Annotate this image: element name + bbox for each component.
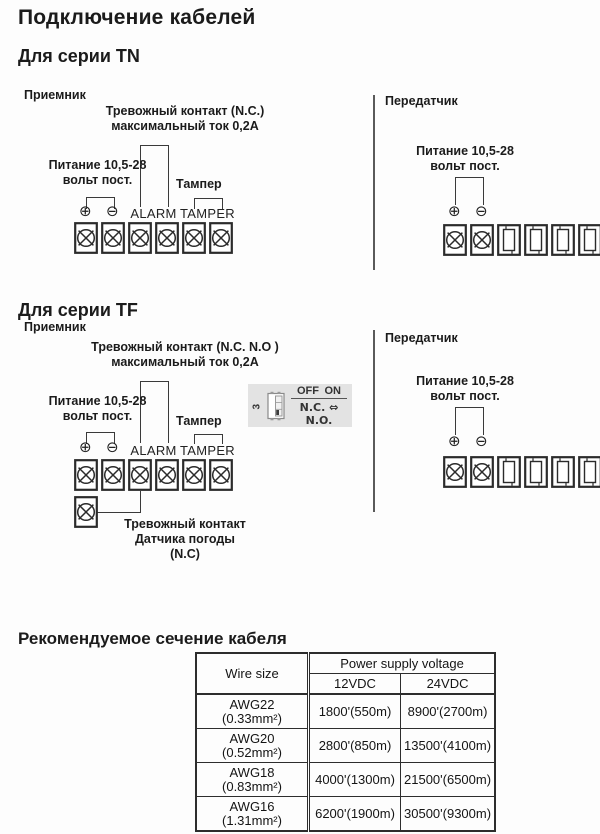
tn-transmitter-power-note bbox=[395, 144, 535, 174]
tn-section-divider-line bbox=[373, 95, 375, 270]
screw-terminal-icon bbox=[128, 222, 152, 254]
tf-alarm-terminal-label: ALARM bbox=[130, 443, 177, 458]
screw-terminal-icon bbox=[155, 222, 179, 254]
screw-terminal-icon bbox=[128, 459, 152, 491]
table-row bbox=[196, 694, 495, 729]
v12-header-cell: 12VDC bbox=[309, 674, 401, 695]
tf-weather-connector-line bbox=[97, 491, 141, 513]
wire-area: (1.31mm²) bbox=[222, 812, 282, 828]
screw-terminal-icon bbox=[470, 224, 494, 256]
dip-switch-legend bbox=[291, 385, 347, 427]
tf-transmitter-terminal-block bbox=[443, 456, 600, 488]
table-row bbox=[196, 797, 495, 832]
dip-ncno-label: N.C. ⇔ N.O. bbox=[299, 400, 339, 427]
dip-switch-icon bbox=[265, 391, 287, 421]
screw-terminal-icon bbox=[101, 459, 125, 491]
dip-legend-divider-line bbox=[291, 398, 347, 399]
empty-terminal-icon bbox=[524, 224, 548, 256]
table-header-row-1 bbox=[196, 653, 495, 674]
wire-gauge: AWG22 bbox=[229, 696, 275, 712]
v12-value: 2800'(850m) bbox=[309, 729, 401, 763]
tn-alarm-terminal-label: ALARM bbox=[130, 206, 177, 221]
tf-weather-contact-note bbox=[85, 517, 285, 562]
empty-terminal-icon bbox=[578, 224, 600, 256]
tn-tamper-terminal-label: TAMPER bbox=[179, 206, 235, 221]
tf-tamper-note: Тампер bbox=[176, 414, 222, 428]
v24-header-cell: 24VDC bbox=[401, 674, 496, 695]
tn-alarm-contact-note bbox=[75, 104, 295, 134]
empty-terminal-icon bbox=[578, 456, 600, 488]
tn-section-heading: Для серии TN bbox=[18, 46, 140, 66]
tf-transmitter-power-line1: Питание 10,5-28 bbox=[416, 374, 514, 388]
tf-weather-note-line2: Датчика погоды bbox=[135, 532, 235, 546]
empty-terminal-icon bbox=[497, 224, 521, 256]
tf-weather-note-line3: (N.C) bbox=[170, 547, 200, 561]
v24-value: 21500'(6500m) bbox=[401, 763, 496, 797]
screw-terminal-icon bbox=[443, 224, 467, 256]
screw-terminal-icon bbox=[74, 459, 98, 491]
tn-power-note-line2: вольт пост. bbox=[62, 173, 133, 187]
tf-transmitter-power-bracket-line bbox=[455, 407, 484, 435]
empty-terminal-icon bbox=[524, 456, 548, 488]
v12-value: 4000'(1300m) bbox=[309, 763, 401, 797]
tn-transmitter-power-line2: вольт пост. bbox=[430, 159, 500, 173]
tn-transmitter-label: Передатчик bbox=[385, 94, 458, 108]
tf-receiver-terminal-block bbox=[74, 459, 233, 491]
tf-power-note-line2: вольт пост. bbox=[62, 409, 133, 423]
empty-terminal-icon bbox=[551, 456, 575, 488]
tn-transmitter-power-bracket-line bbox=[455, 177, 484, 205]
tn-transmitter-plus-symbol: ⊕ bbox=[448, 202, 461, 220]
tn-receiver-label: Приемник bbox=[24, 88, 86, 102]
tf-power-note-line1: Питание 10,5-28 bbox=[48, 394, 147, 408]
v24-value: 13500'(4100m) bbox=[401, 729, 496, 763]
tn-plus-terminal-symbol: ⊕ bbox=[79, 202, 92, 220]
wire-size-header-cell: Wire size bbox=[196, 653, 309, 694]
tf-transmitter-power-note bbox=[395, 374, 535, 404]
tn-transmitter-power-line1: Питание 10,5-28 bbox=[416, 144, 514, 158]
screw-terminal-icon bbox=[209, 459, 233, 491]
tf-section-heading: Для серии TF bbox=[18, 300, 138, 320]
wire-gauge: AWG16 bbox=[229, 798, 275, 814]
wire-cell bbox=[196, 763, 309, 797]
tf-transmitter-power-line2: вольт пост. bbox=[430, 389, 500, 403]
table-row bbox=[196, 729, 495, 763]
v12-value: 6200'(1900m) bbox=[309, 797, 401, 832]
tf-power-note bbox=[25, 394, 170, 424]
wire-cell bbox=[196, 694, 309, 729]
tf-receiver-label: Приемник bbox=[24, 320, 86, 334]
tf-plus-terminal-symbol: ⊕ bbox=[79, 438, 92, 456]
screw-terminal-icon bbox=[182, 459, 206, 491]
tn-minus-terminal-symbol: ⊖ bbox=[106, 202, 119, 220]
wire-gauge: AWG20 bbox=[229, 730, 275, 746]
tf-alarm-note-line2: максимальный ток 0,2А bbox=[111, 355, 259, 369]
tn-transmitter-minus-symbol: ⊖ bbox=[475, 202, 488, 220]
empty-terminal-icon bbox=[551, 224, 575, 256]
tn-tamper-note: Тампер bbox=[176, 177, 222, 191]
tf-tamper-terminal-label: TAMPER bbox=[179, 443, 235, 458]
dip-switch-number: 3 bbox=[251, 403, 263, 410]
tf-transmitter-plus-symbol: ⊕ bbox=[448, 432, 461, 450]
wire-cell bbox=[196, 797, 309, 832]
tn-transmitter-terminal-block bbox=[443, 224, 600, 256]
tn-power-note-line1: Питание 10,5-28 bbox=[48, 158, 147, 172]
cable-section-heading: Рекомендуемое сечение кабеля bbox=[18, 629, 287, 648]
tf-section-divider-line bbox=[373, 330, 375, 512]
tn-alarm-note-line1: Тревожный контакт (N.C.) bbox=[105, 104, 265, 118]
wire-area: (0.33mm²) bbox=[222, 710, 282, 726]
empty-terminal-icon bbox=[497, 456, 521, 488]
table-row bbox=[196, 763, 495, 797]
power-supply-header-cell: Power supply voltage bbox=[309, 653, 496, 674]
screw-terminal-icon bbox=[182, 222, 206, 254]
screw-terminal-icon bbox=[443, 456, 467, 488]
wire-area: (0.52mm²) bbox=[222, 744, 282, 760]
tn-alarm-note-line2: максимальный ток 0,2А bbox=[111, 119, 259, 133]
dip-off-label: OFF bbox=[297, 384, 319, 397]
wire-gauge: AWG18 bbox=[229, 764, 275, 780]
tf-transmitter-minus-symbol: ⊖ bbox=[475, 432, 488, 450]
screw-terminal-icon bbox=[101, 222, 125, 254]
tf-alarm-contact-note bbox=[60, 340, 310, 370]
dip-on-label: ON bbox=[324, 384, 341, 397]
tf-minus-terminal-symbol: ⊖ bbox=[106, 438, 119, 456]
wire-area: (0.83mm²) bbox=[222, 778, 282, 794]
v24-value: 30500'(9300m) bbox=[401, 797, 496, 832]
wire-cell bbox=[196, 729, 309, 763]
tf-transmitter-label: Передатчик bbox=[385, 331, 458, 345]
v12-value: 1800'(550m) bbox=[309, 694, 401, 729]
tf-weather-note-line1: Тревожный контакт bbox=[124, 517, 246, 531]
screw-terminal-icon bbox=[470, 456, 494, 488]
screw-terminal-icon bbox=[74, 222, 98, 254]
dip-switch-panel bbox=[248, 384, 352, 427]
screw-terminal-icon bbox=[155, 459, 179, 491]
tn-receiver-terminal-block bbox=[74, 222, 233, 254]
v24-value: 8900'(2700m) bbox=[401, 694, 496, 729]
tn-power-note bbox=[25, 158, 170, 188]
tf-alarm-note-line1: Тревожный контакт (N.C. N.O ) bbox=[91, 340, 279, 354]
cable-size-table bbox=[195, 652, 496, 832]
screw-terminal-icon bbox=[209, 222, 233, 254]
page-title: Подключение кабелей bbox=[18, 6, 256, 29]
